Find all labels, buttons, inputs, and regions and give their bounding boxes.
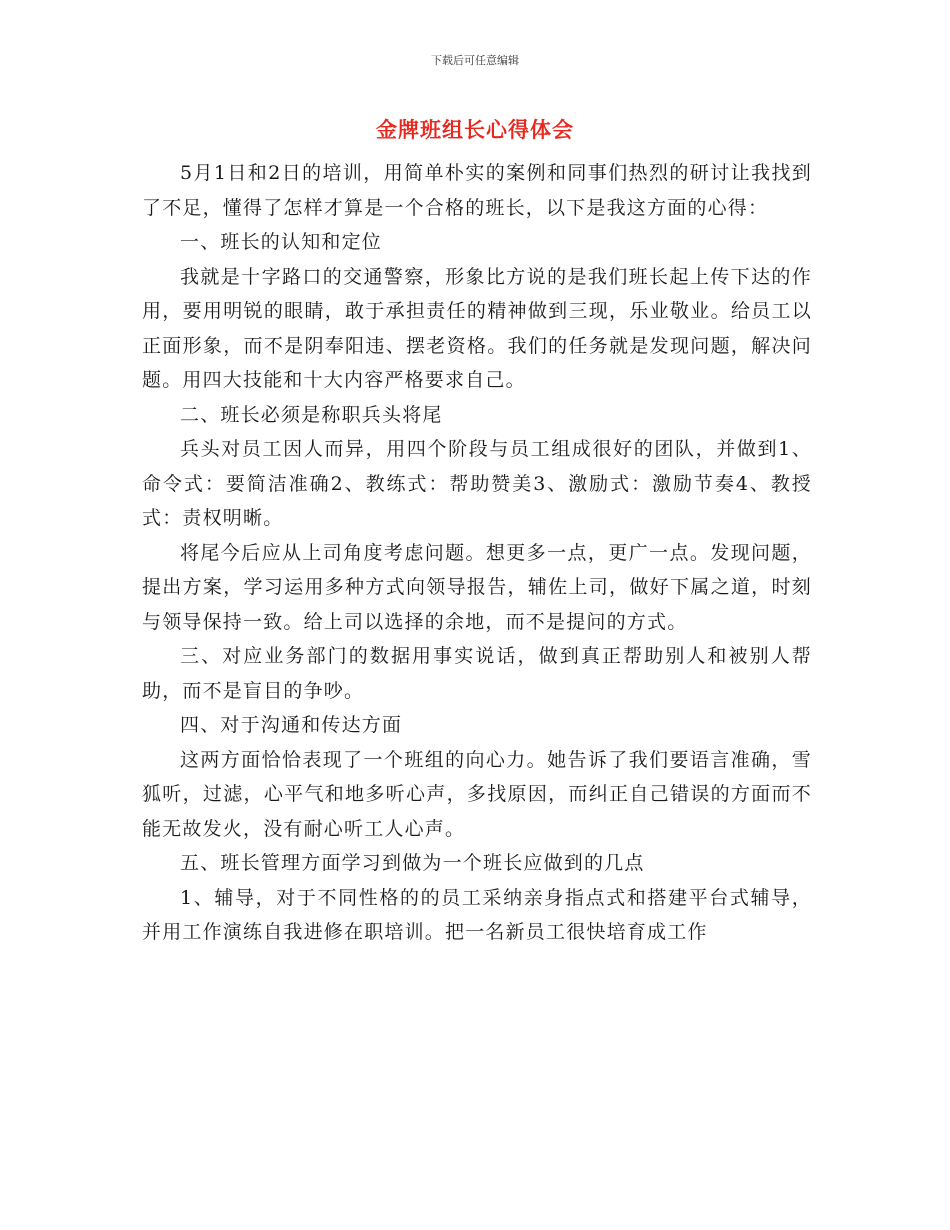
paragraph: 兵头对员工因人而异，用四个阶段与员工组成很好的团队，并做到1、命令式：要简洁准确2、教练式：帮助赞美3、激励式：激励节奏4、教授式：责权明晰。 [142, 438, 812, 529]
page-header: 下载后可任意编辑 [431, 54, 519, 67]
document-body [142, 156, 812, 950]
document-title: 金牌班组长心得体会 [376, 117, 574, 142]
paragraph: 将尾今后应从上司角度考虑问题。想更多一点，更广一点。发现问题，提出方案，学习运用多种方式向领导报告，辅佐上司，做好下属之道，时刻与领导保持一致。给上司以选择的余地，而不是提问的方式。 [142, 541, 812, 633]
section-heading: 五、班长管理方面学习到做为一个班长应做到的几点 [180, 852, 645, 874]
section-heading: 三、对应业务部门的数据用事实说话，做到真正帮助别人和被别人帮助，而不是盲目的争吵。 [142, 645, 812, 702]
paragraph: 我就是十字路口的交通警察，形象比方说的是我们班长起上传下达的作用，要用明锐的眼睛，敢于承担责任的精神做到三现，乐业敬业。给员工以正面形象，而不是阴奉阳违、摆老资格。我们的任务就是发现问题，解决问题。用四大技能和十大内容严格要求自己。 [142, 265, 812, 391]
paragraph: 5月1日和2日的培训，用简单朴实的案例和同事们热烈的研讨让我找到了不足，懂得了怎样才算是一个合格的班长，以下是我这方面的心得： [142, 162, 812, 219]
section-heading: 一、班长的认知和定位 [180, 231, 383, 253]
section-heading: 二、班长必须是称职兵头将尾 [180, 403, 443, 426]
section-heading: 四、对于沟通和传达方面 [180, 714, 403, 736]
paragraph: 1、辅导，对于不同性格的的员工采纳亲身指点式和搭建平台式辅导，并用工作演练自我进修在职培训。把一名新员工很快培育成工作 [142, 886, 812, 943]
paragraph: 这两方面恰恰表现了一个班组的向心力。她告诉了我们要语言准确，雪狐听，过滤，心平气和地多听心声，多找原因，而纠正自己错误的方面而不能无故发火，没有耐心听工人心声。 [142, 748, 812, 840]
